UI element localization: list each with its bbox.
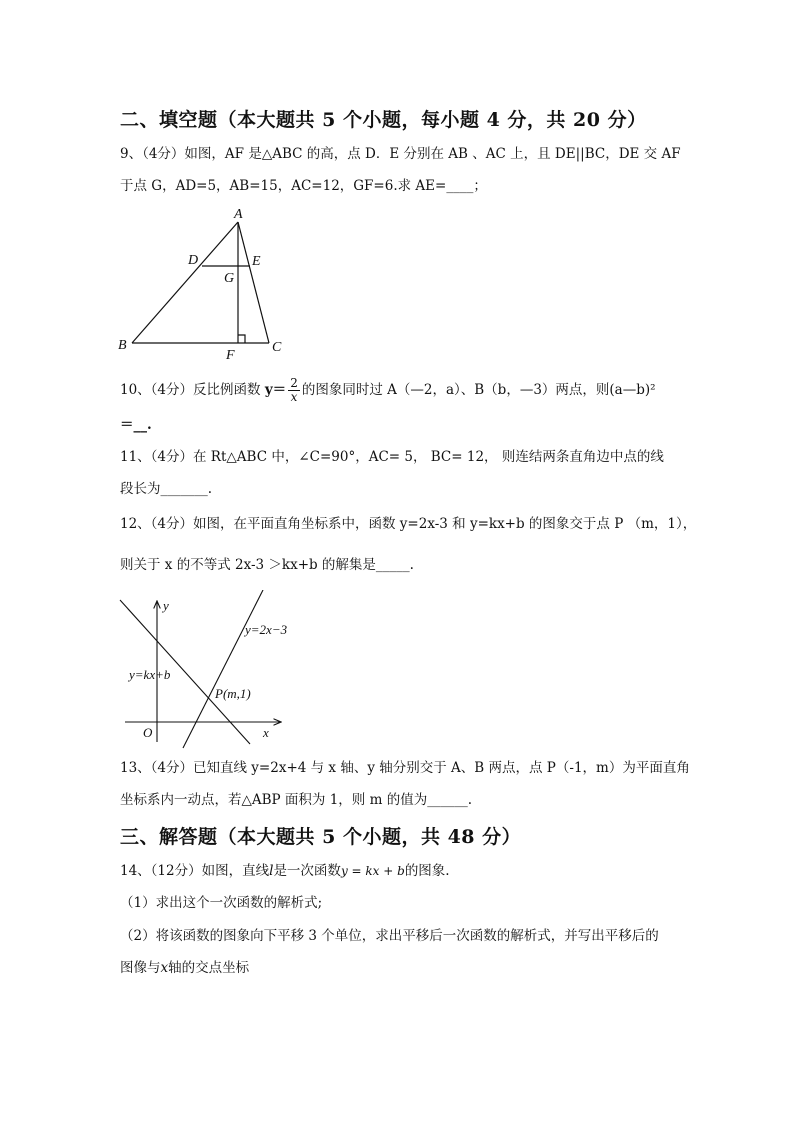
segment-ab: [132, 222, 238, 343]
q12-graph-figure: [115, 590, 295, 750]
q13-line2: 坐标系内一动点，若△ABP 面积为 1，则 m 的值为______.: [120, 792, 472, 808]
y-axis-label: y: [163, 598, 169, 613]
q14-sub2: （2）将该函数的图象向下平移 3 个单位，求出平移后一次函数的解析式，并写出平移后的: [120, 928, 659, 944]
section-3-title: 三、解答题（本大题共 5 个小题，共 48 分）: [120, 826, 522, 848]
q12-line1: 12、（4分）如图，在平面直角坐标系中，函数 y=2x-3 和 y=kx+b 的图象交于点 P （m，1），: [120, 516, 697, 532]
q12-line2: 则关于 x 的不等式 2x-3 ＞kx+b 的解集是_____.: [120, 557, 414, 573]
q11-line2: 段长为_______.: [120, 481, 213, 497]
q14-sub2-line2: 图像与x轴的交点坐标: [120, 960, 250, 976]
q11-line1: 11、（4分）在 Rt△ABC 中，∠C=90°，AC= 5， BC= 12， 则连结两条直角边中点的线: [120, 449, 664, 465]
label-c: C: [272, 340, 282, 355]
origin-label: O: [143, 725, 153, 740]
q14-line1: 14、（12分）如图，直线l是一次函数y = kx + b的图象.: [120, 863, 450, 879]
q9-triangle-figure: [112, 203, 292, 363]
right-angle-mark: [238, 335, 245, 343]
line-2x-minus-3: [183, 590, 263, 748]
label-f: F: [226, 348, 235, 363]
label-a: A: [234, 207, 243, 222]
q9-line2: 于点 G，AD=5，AB=15，AC=12，GF=6.求 AE=____；: [120, 178, 487, 194]
label-d: D: [188, 253, 199, 268]
section-2-title: 二、填空题（本大题共 5 个小题，每小题 4 分，共 20 分）: [120, 109, 647, 131]
segment-ac: [238, 222, 269, 343]
q14-sub1: （1）求出这个一次函数的解析式;: [120, 895, 323, 911]
q14-equation: y = kx + b: [340, 864, 405, 878]
label-g: G: [224, 271, 235, 286]
label-b: B: [118, 338, 127, 353]
x-axis-label: x: [263, 725, 269, 740]
q10-line1: 10、（4分）反比例函数 y＝ $\frac{2}{x}$ 的图象同时过 A（—2，a）、B（b，—3）两点，则(a—b)²: [120, 376, 656, 404]
point-p-label: P(m,1): [215, 686, 251, 701]
q10-line2: ＝__.: [120, 417, 152, 433]
label-e: E: [252, 254, 261, 269]
q9-line1: 9、（4分）如图，AF 是△ABC 的高，点 D．E 分别在 AB 、AC 上，且 DE||BC，DE 交 AF: [120, 146, 681, 162]
line1-label: y=2x−3: [245, 622, 288, 637]
q13-line1: 13、（4分）已知直线 y=2x+4 与 x 轴、y 轴分别交于 A、B 两点，点 P（-1，m）为平面直角: [120, 760, 690, 776]
line2-label: y=kx+b: [129, 667, 171, 682]
q10-fraction: $\frac{2}{x}$: [290, 376, 298, 404]
